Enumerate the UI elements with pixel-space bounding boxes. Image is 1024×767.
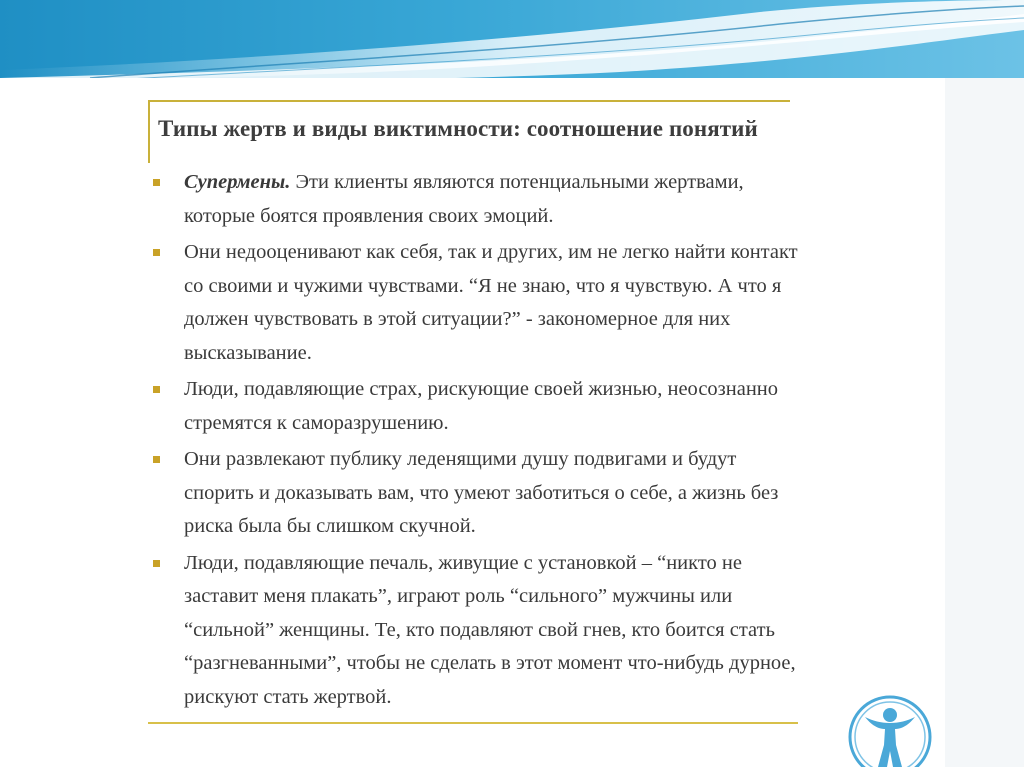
bullet-item-3 — [153, 373, 803, 440]
right-side-strip — [945, 78, 1024, 767]
bullet-item-1 — [153, 166, 803, 233]
bullet-item-2 — [153, 236, 803, 370]
bullet-text: Люди, подавляющие печаль, живущие с установкой – “никто не заставит меня плакать”, играют роль “сильного” мужчины или “сильной” женщины. Те, кто подавляют свой гнев, кто боится стать “разгневанными”, чтобы не сделать в этот момент что-нибудь дурное, рискуют стать жертвой. — [184, 551, 796, 708]
bullet-text: Они развлекают публику леденящими душу подвигами и будут спорить и доказывать вам, что умеют заботиться о себе, а жизнь без риска была бы слишком скучной. — [184, 448, 779, 537]
bullet-text: Эти клиенты являются потенциальными жертвами, которые боятся проявления своих эмоций. — [184, 171, 744, 227]
bullet-text: Они недооценивают как себя, так и других, им не легко найти контакт со своими и чужими чувствами. “Я не знаю, что я чувствую. А что я должен чувствовать в этой ситуации?” - закономерное для них высказывание. — [184, 241, 798, 364]
square-bullet-icon — [153, 386, 160, 393]
bullet-lead: Супермены. — [184, 171, 291, 193]
title-rule-vertical — [148, 100, 150, 163]
square-bullet-icon — [153, 249, 160, 256]
person-logo-icon — [847, 693, 933, 767]
bullet-item-4 — [153, 443, 803, 544]
square-bullet-icon — [153, 560, 160, 567]
bullet-item-5 — [153, 547, 803, 715]
bullet-text: Люди, подавляющие страх, рискующие своей жизнью, неосознанно стремятся к саморазрушению. — [184, 378, 779, 434]
slide-title: Типы жертв и виды виктимности: соотношение понятий — [158, 116, 758, 141]
title-rule-horizontal — [148, 100, 790, 102]
bottom-rule — [148, 722, 798, 724]
square-bullet-icon — [153, 456, 160, 463]
bullet-list — [153, 166, 803, 717]
square-bullet-icon — [153, 179, 160, 186]
